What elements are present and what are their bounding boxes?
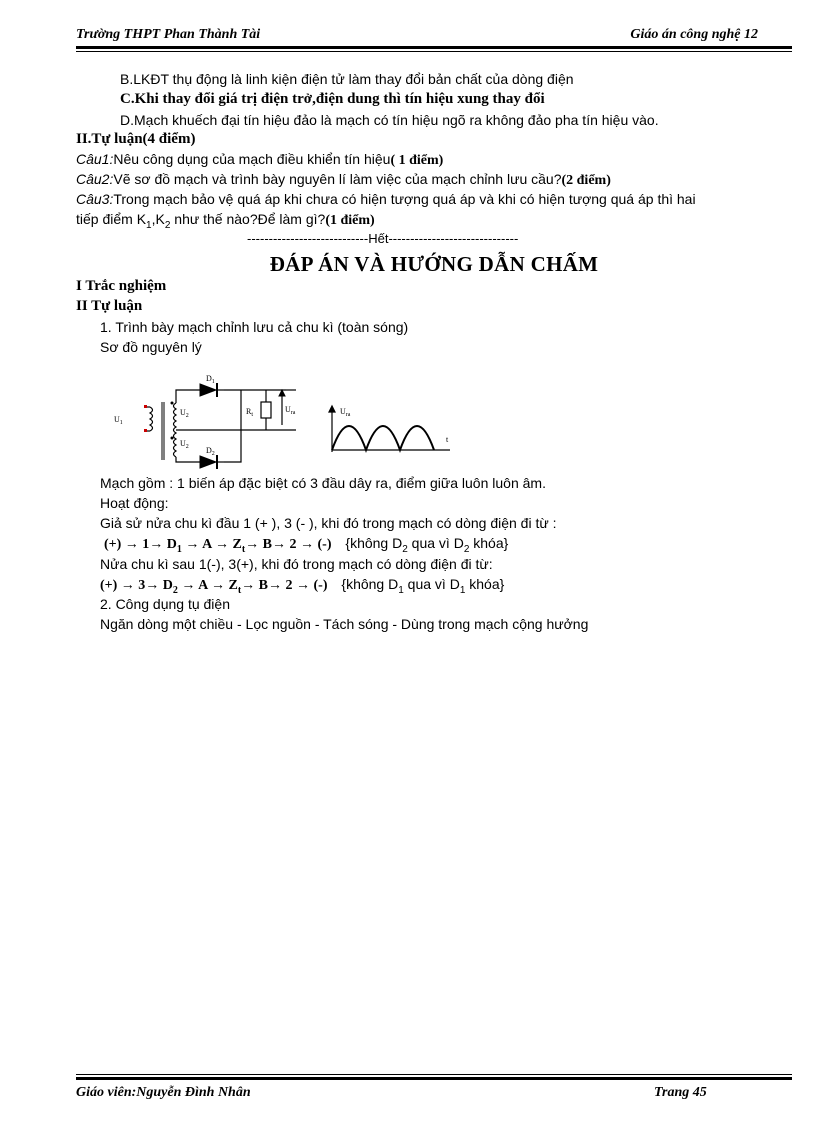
label-rt: $R_t$	[246, 407, 254, 418]
path1-end: → B→ 2 → (-)	[245, 537, 332, 552]
option-d: D.Mạch khuếch đại tín hiệu đảo là mạch có tín hiệu ngõ ra không đảo pha tín hiệu vào.	[120, 112, 659, 128]
path2-note-sub1: 1	[398, 584, 404, 596]
path2-start: (+) → 3→ D	[100, 578, 173, 593]
footer-page: Trang 45	[654, 1085, 707, 1100]
diode-d1	[200, 384, 216, 396]
question-2-text: Vẽ sơ đồ mạch và trình bày nguyên lí làm việc của mạch chỉnh lưu cầu?	[113, 171, 562, 187]
path2-d-sub: 2	[172, 584, 178, 596]
question-1-points: ( 1 điểm)	[390, 153, 444, 168]
essay-section-title: II.Tự luận(4 điểm)	[76, 131, 196, 147]
diode-d2	[200, 456, 216, 468]
path1-note-c: khóa}	[469, 535, 509, 551]
path2-mid: → A → Z	[177, 578, 238, 593]
k1-subscript: 1	[146, 219, 152, 231]
question-3-text-line1: Trong mạch bảo vệ quá áp khi chưa có hiện tượng quá áp và khi có hiện tượng quá áp thì hai	[113, 191, 696, 207]
path1-note-a: {không D	[345, 535, 403, 551]
path1-start: (+) → 1→ D	[104, 537, 177, 552]
footer-rule-thin	[76, 1074, 792, 1075]
question-1-text: Nêu công dụng của mạch điều khiển tín hiệu	[113, 151, 391, 167]
question-3-points: (1 điểm)	[325, 213, 375, 228]
page-header	[76, 27, 792, 45]
secondary-coil	[174, 403, 177, 457]
end-marker: ----------------------------Hết------------------------------	[247, 231, 519, 246]
path2-note-a: {không D	[341, 576, 399, 592]
header-rule	[76, 46, 792, 49]
path2-end: → B→ 2 → (-)	[241, 578, 328, 593]
question-2	[76, 170, 611, 190]
label-d2: $D_2$	[206, 446, 215, 457]
half-cycle-2-intro: Nửa chu kì sau 1(-), 3(+), khi đó trong mạch có dòng điện đi từ:	[100, 556, 493, 572]
option-c: C.Khi thay đổi giá trị điện trở,điện dung thì tín hiệu xung thay đổi	[120, 91, 545, 107]
question-3-prefix: tiếp điểm K	[76, 211, 147, 227]
label-ura: $U_{ra}$	[285, 405, 296, 416]
path1-note-sub2: 2	[463, 543, 470, 555]
label-u1: $U_1$	[114, 415, 123, 426]
label-u2-top: $U_2$	[180, 408, 189, 419]
question-2-points: (2 điểm)	[561, 173, 611, 188]
question-1	[76, 150, 443, 170]
question-1-label: Câu1:	[76, 151, 114, 167]
header-subject: Giáo án công nghệ 12	[630, 27, 758, 42]
path2-note-sub2: 1	[459, 584, 466, 596]
answer-title: ĐÁP ÁN VÀ HƯỚNG DẪN CHẤM	[269, 252, 599, 276]
k2-subscript: 2	[164, 219, 171, 231]
question-3-label: Câu3:	[76, 191, 114, 207]
part-1-heading: I Trắc nghiệm	[76, 278, 167, 294]
question-3-comma: ,K	[151, 211, 165, 227]
label-wave-t: t	[446, 435, 449, 444]
footer-teacher: Giáo viên:Nguyễn Đình Nhân	[76, 1085, 251, 1100]
half-cycle-1-intro: Giả sử nửa chu kì đầu 1 (+ ), 3 (- ), khi đó trong mạch có dòng điện đi từ :	[100, 515, 557, 531]
path1-mid: → A → Z	[181, 537, 242, 552]
header-school: Trường THPT Phan Thành Tài	[76, 27, 261, 42]
schema-label: Sơ đồ nguyên lý	[100, 339, 202, 355]
part-2-heading: II Tự luận	[76, 298, 143, 314]
capacitor-uses: Ngăn dòng một chiều - Lọc nguồn - Tách sóng - Dùng trong mạch cộng hưởng	[100, 616, 589, 632]
path1-note-sub1: 2	[402, 543, 408, 555]
circuit-description: Mạch gồm : 1 biến áp đặc biệt có 3 đầu dây ra, điểm giữa luôn luôn âm.	[100, 475, 546, 491]
path2-note-b: qua vì D	[403, 576, 460, 592]
primary-coil	[150, 407, 153, 431]
page-footer	[76, 1085, 792, 1103]
path2-z-sub: t	[237, 584, 242, 596]
path1-note-b: qua vì D	[407, 535, 464, 551]
rectifier-circuit-diagram	[106, 370, 466, 472]
header-rule-thin	[76, 51, 792, 52]
label-wave-u: $U_{ra}$	[340, 407, 351, 418]
footer-rule	[76, 1077, 792, 1080]
label-d1: $D_1$	[206, 374, 215, 385]
path2-note-c: khóa}	[465, 576, 505, 592]
option-b: B.LKĐT thụ động là linh kiện điện tử làm thay đổi bản chất của dòng điện	[120, 71, 574, 87]
answer-item-1: 1. Trình bày mạch chỉnh lưu cả chu kì (toàn sóng)	[100, 319, 409, 335]
question-2-label: Câu2:	[76, 171, 114, 187]
path1-z-sub: t	[241, 543, 246, 555]
path1-d-sub: 1	[176, 543, 182, 555]
operation-label: Hoạt động:	[100, 495, 169, 511]
label-u2-bottom: $U_2$	[180, 439, 189, 450]
answer-item-2: 2. Công dụng tụ điện	[100, 596, 230, 612]
question-3-suffix: như thế nào?Để làm gì?	[170, 211, 326, 227]
question-3	[76, 190, 696, 208]
